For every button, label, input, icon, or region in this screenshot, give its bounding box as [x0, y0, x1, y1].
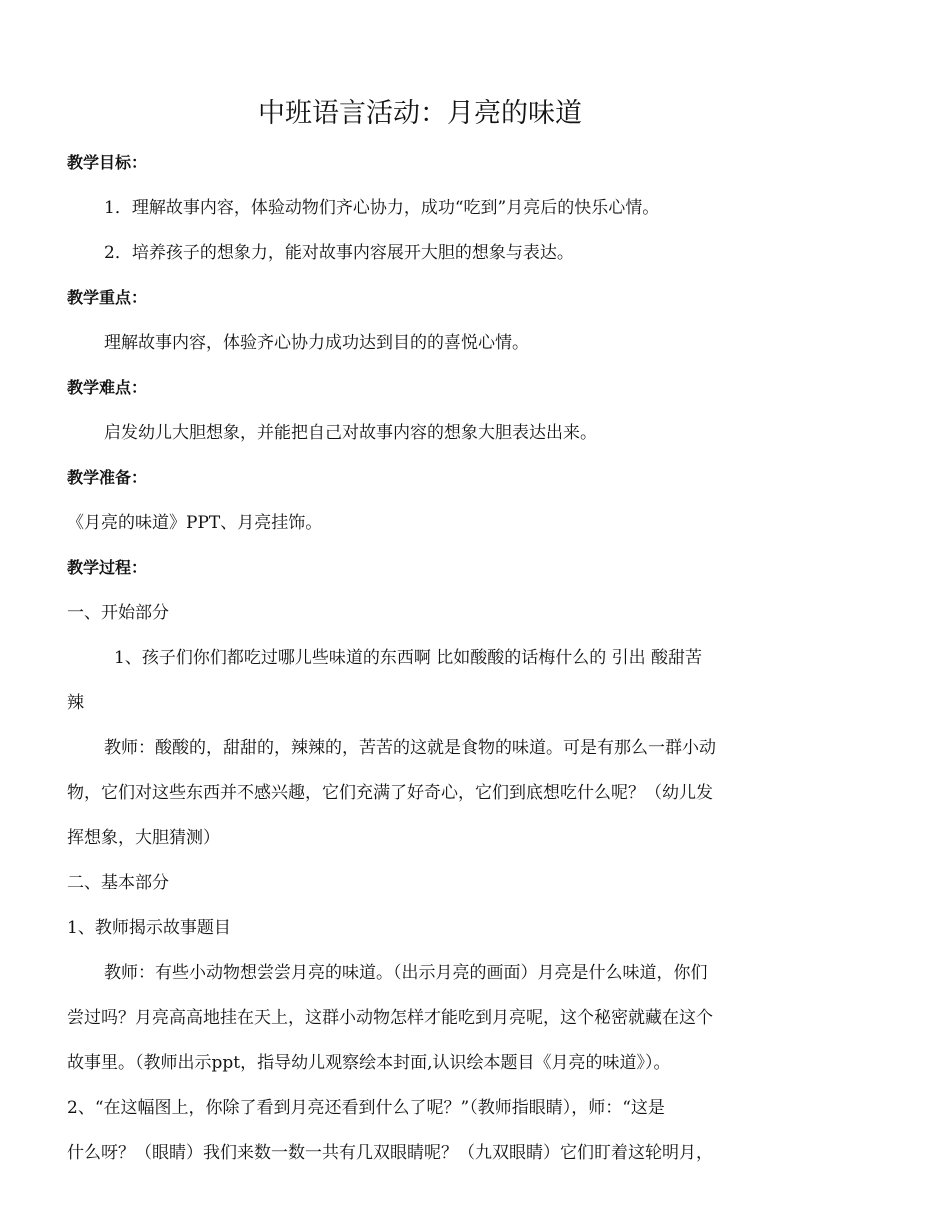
- paragraph-line: 尝过吗？月亮高高地挂在天上，这群小动物怎样才能吃到月亮呢，这个秘密就藏在这个: [67, 1008, 713, 1028]
- paragraph-line: 辣: [67, 693, 84, 713]
- section-opening: 一、开始部分: [67, 603, 169, 623]
- subsection-title: 1、教师揭示故事题目: [67, 918, 231, 938]
- paragraph-line: 什么呀？（眼睛）我们来数一数一共有几双眼睛呢？（九双眼睛）它们盯着这轮明月，: [67, 1143, 713, 1163]
- paragraph-line: 物，它们对这些东西并不感兴趣，它们充满了好奇心，它们到底想吃什么呢？（幼儿发: [67, 783, 713, 803]
- heading-teaching-goals: 教学目标：: [67, 153, 148, 172]
- paragraph-line: 教师：酸酸的，甜甜的，辣辣的，苦苦的这就是食物的味道。可是有那么一群小动: [104, 738, 716, 758]
- heading-difficulties: 教学难点：: [67, 378, 148, 397]
- paragraph-line: 2、“在这幅图上，你除了看到月亮还看到什么了呢？”（教师指眼睛），师：“这是: [67, 1098, 665, 1118]
- paragraph-line: 教师：有些小动物想尝尝月亮的味道。（出示月亮的画面）月亮是什么味道，你们: [104, 963, 708, 983]
- section-main: 二、基本部分: [67, 873, 169, 893]
- document-title: 中班语言活动：月亮的味道: [258, 98, 582, 129]
- difficulties-text: 启发幼儿大胆想象，并能把自己对故事内容的想象大胆表达出来。: [104, 423, 597, 443]
- heading-key-points: 教学重点：: [67, 288, 148, 307]
- key-points-text: 理解故事内容，体验齐心协力成功达到目的的喜悦心情。: [104, 333, 529, 353]
- heading-preparation: 教学准备：: [67, 468, 148, 487]
- preparation-text: 《月亮的味道》PPT、月亮挂饰。: [67, 513, 323, 533]
- heading-process: 教学过程：: [67, 558, 148, 577]
- paragraph-line: 故事里。（教师出示ppt，指导幼儿观察绘本封面,认识绘本题目《月亮的味道》）。: [67, 1053, 671, 1073]
- paragraph-line: 1、孩子们你们都吃过哪儿些味道的东西啊 比如酸酸的话梅什么的 引出 酸甜苦: [114, 648, 703, 668]
- goal-item-2: 2．培养孩子的想象力，能对故事内容展开大胆的想象与表达。: [104, 243, 574, 263]
- goal-item-1: 1．理解故事内容，体验动物们齐心协力，成功“吃到”月亮后的快乐心情。: [104, 198, 660, 218]
- paragraph-line: 挥想象，大胆猜测）: [67, 828, 220, 848]
